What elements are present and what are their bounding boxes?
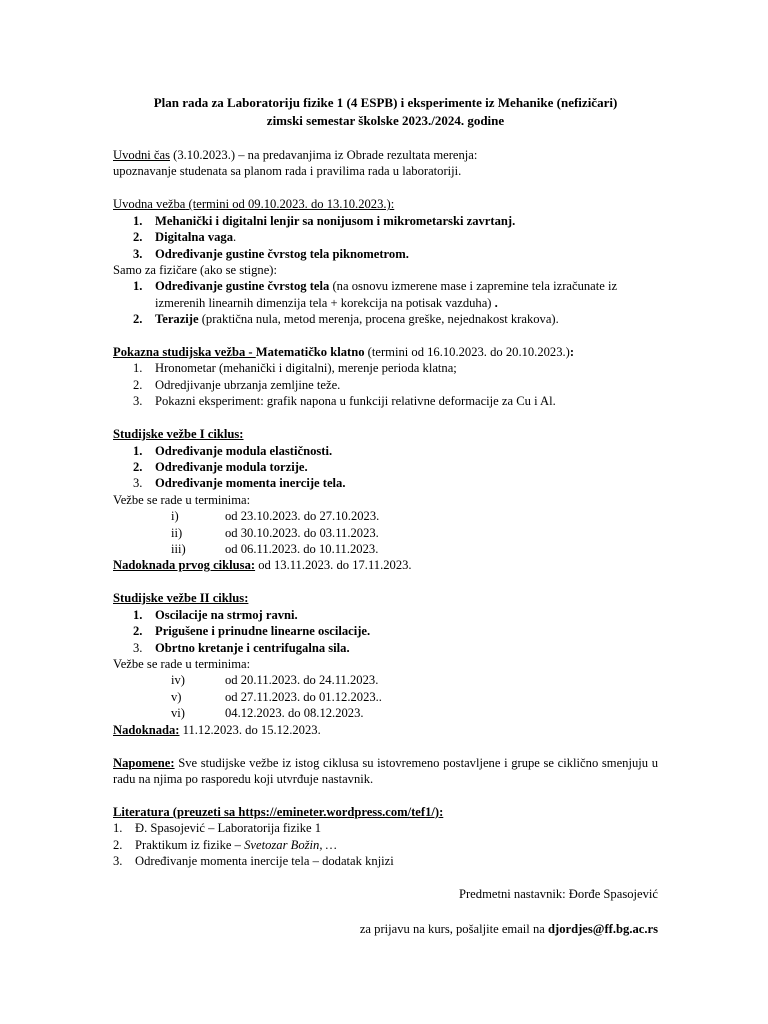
literatura-section — [113, 804, 658, 870]
ciklus1-makeup-text: od 13.11.2023. do 17.11.2023. — [255, 558, 412, 573]
phys-item: 2. Terazije (praktična nula, metod merenja, procena greške, nejednakost krakova). — [133, 312, 559, 327]
ciklus1-section — [113, 426, 658, 574]
ciklus2-terms-label: Vežbe se rade u terminima: — [113, 656, 251, 671]
ciklus2-makeup-text: 11.12.2023. do 15.12.2023. — [179, 722, 321, 737]
ciklus2-makeup-label: Nadoknada: — [113, 722, 180, 737]
ciklus2-heading: Studijske vežbe II ciklus: — [113, 591, 249, 606]
literatura-item: 3. Određivanje momenta inercije tela – dodatak knjizi — [113, 854, 394, 869]
signup-line: za prijavu na kurs, pošaljite email na djordjes@ff.bg.ac.rs — [359, 921, 658, 936]
literatura-heading: Literatura (preuzeti sa https://emineter.wordpress.com/tef1/): — [113, 804, 444, 819]
literatura-item: 2. Praktikum iz fizike – Svetozar Božin, … — [113, 837, 337, 852]
uvodna-terms: (termini od 09.10.2023. do 13.10.2023.): — [185, 197, 395, 212]
document-page — [113, 94, 658, 937]
napomene-label: Napomene: — [113, 755, 175, 770]
napomene-section — [113, 755, 658, 788]
intro-date: (3.10.2023.) – na predavanjima iz Obrade rezultata merenja: — [170, 148, 478, 162]
ciklus2-term: vi) 04.12.2023. do 08.12.2023. — [171, 706, 364, 721]
ciklus1-item: 3. Određivanje momenta inercije tela. — [133, 476, 346, 491]
ciklus2-item: 1. Oscilacije na strmoj ravni. — [133, 607, 298, 622]
pokazna-item: 2. Odredjivanje ubrzanja zemljine teže. — [133, 377, 341, 392]
document-title — [113, 94, 658, 129]
ciklus2-item: 3. Obrtno kretanje i centrifugalna sila. — [133, 640, 350, 655]
uvodna-section — [113, 196, 658, 327]
ciklus1-makeup-label: Nadoknada prvog ciklusa: — [113, 558, 256, 573]
pokazna-section: Pokazna studijska vežba - Matematičko klatno (termini od 16.10.2023. do 20.10.2023.): 1. Hronometar (mehanički i digitalni), merenje perioda klatna; 2. Odredjivanje ubrzanja zemljine teže. 3. Pokazni eksperiment: grafik napona u funkciji relativne deformacije za Cu i Al. — [113, 344, 658, 410]
intro-heading: Uvodni čas — [113, 148, 171, 162]
signup-email: djordjes@ff.bg.ac.rs — [548, 921, 658, 936]
uvodna-item: 2. Digitalna vaga. — [133, 230, 237, 245]
ciklus1-item: 1. Određivanje modula elastičnosti. — [133, 443, 333, 458]
ciklus1-term: ii) od 30.10.2023. do 03.11.2023. — [171, 525, 379, 540]
title-line-2: zimski semestar školske 2023./2024. godine — [266, 112, 505, 128]
teacher-signature: Predmetni nastavnik: Đorđe Spasojević — [458, 887, 658, 902]
pokazna-terms: (termini od 16.10.2023. do 20.10.2023.) — [364, 345, 570, 360]
phys-item: 1. Određivanje gustine čvrstog tela (na osnovu izmerene mase i zapremine tela izračunate iz izmerenih linearnih dimenzija tela + korekcija na potisak vazduha) . — [133, 279, 618, 310]
pokazna-heading: Pokazna studijska vežba - — [113, 345, 256, 360]
ciklus1-terms-label: Vežbe se rade u terminima: — [113, 492, 251, 507]
title-line-1: Plan rada za Laboratoriju fizike 1 (4 ESPB) i eksperimente iz Mehanike (nefizičari) — [153, 95, 618, 110]
ciklus2-term: v) od 27.11.2023. do 01.12.2023.. — [171, 689, 382, 704]
napomene-text: Sve studijske vežbe iz istog ciklusa su istovremeno postavljene i grupe se ciklično smenjuju u radu na njima po rasporedu koji utvrđuje nastavnik. — [113, 755, 658, 786]
ciklus2-section — [113, 590, 658, 738]
uvodna-heading: Uvodna vežba — [113, 197, 186, 212]
uvodna-item: 1. Mehanički i digitalni lenjir sa nonijusom i mikrometarski zavrtanj. — [133, 213, 516, 228]
pokazna-item: 1. Hronometar (mehanički i digitalni), merenje perioda klatna; — [133, 361, 457, 376]
ciklus1-term: i) od 23.10.2023. do 27.10.2023. — [171, 509, 380, 524]
intro-text: upoznavanje studenata sa planom rada i pravilima rada u laboratoriji. — [113, 164, 462, 179]
ciklus1-term: iii) od 06.11.2023. do 10.11.2023. — [171, 542, 379, 557]
physicists-note: Samo za fizičare (ako se stigne): — [113, 262, 277, 277]
pokazna-subject: Matematičko klatno — [255, 345, 365, 360]
ciklus1-heading: Studijske vežbe I ciklus: — [113, 427, 244, 442]
literatura-item: 1. Đ. Spasojević – Laboratorija fizike 1 — [113, 821, 322, 836]
pokazna-item: 3. Pokazni eksperiment: grafik napona u funkciji relativne deformacije za Cu i Al. — [133, 394, 556, 409]
intro-section — [113, 147, 658, 180]
uvodna-item: 3. Određivanje gustine čvrstog tela piknometrom. — [133, 246, 409, 261]
ciklus2-item: 2. Prigušene i prinudne linearne oscilacije. — [133, 624, 371, 639]
ciklus2-term: iv) od 20.11.2023. do 24.11.2023. — [171, 673, 379, 688]
ciklus1-item: 2. Određivanje modula torzije. — [133, 460, 308, 474]
